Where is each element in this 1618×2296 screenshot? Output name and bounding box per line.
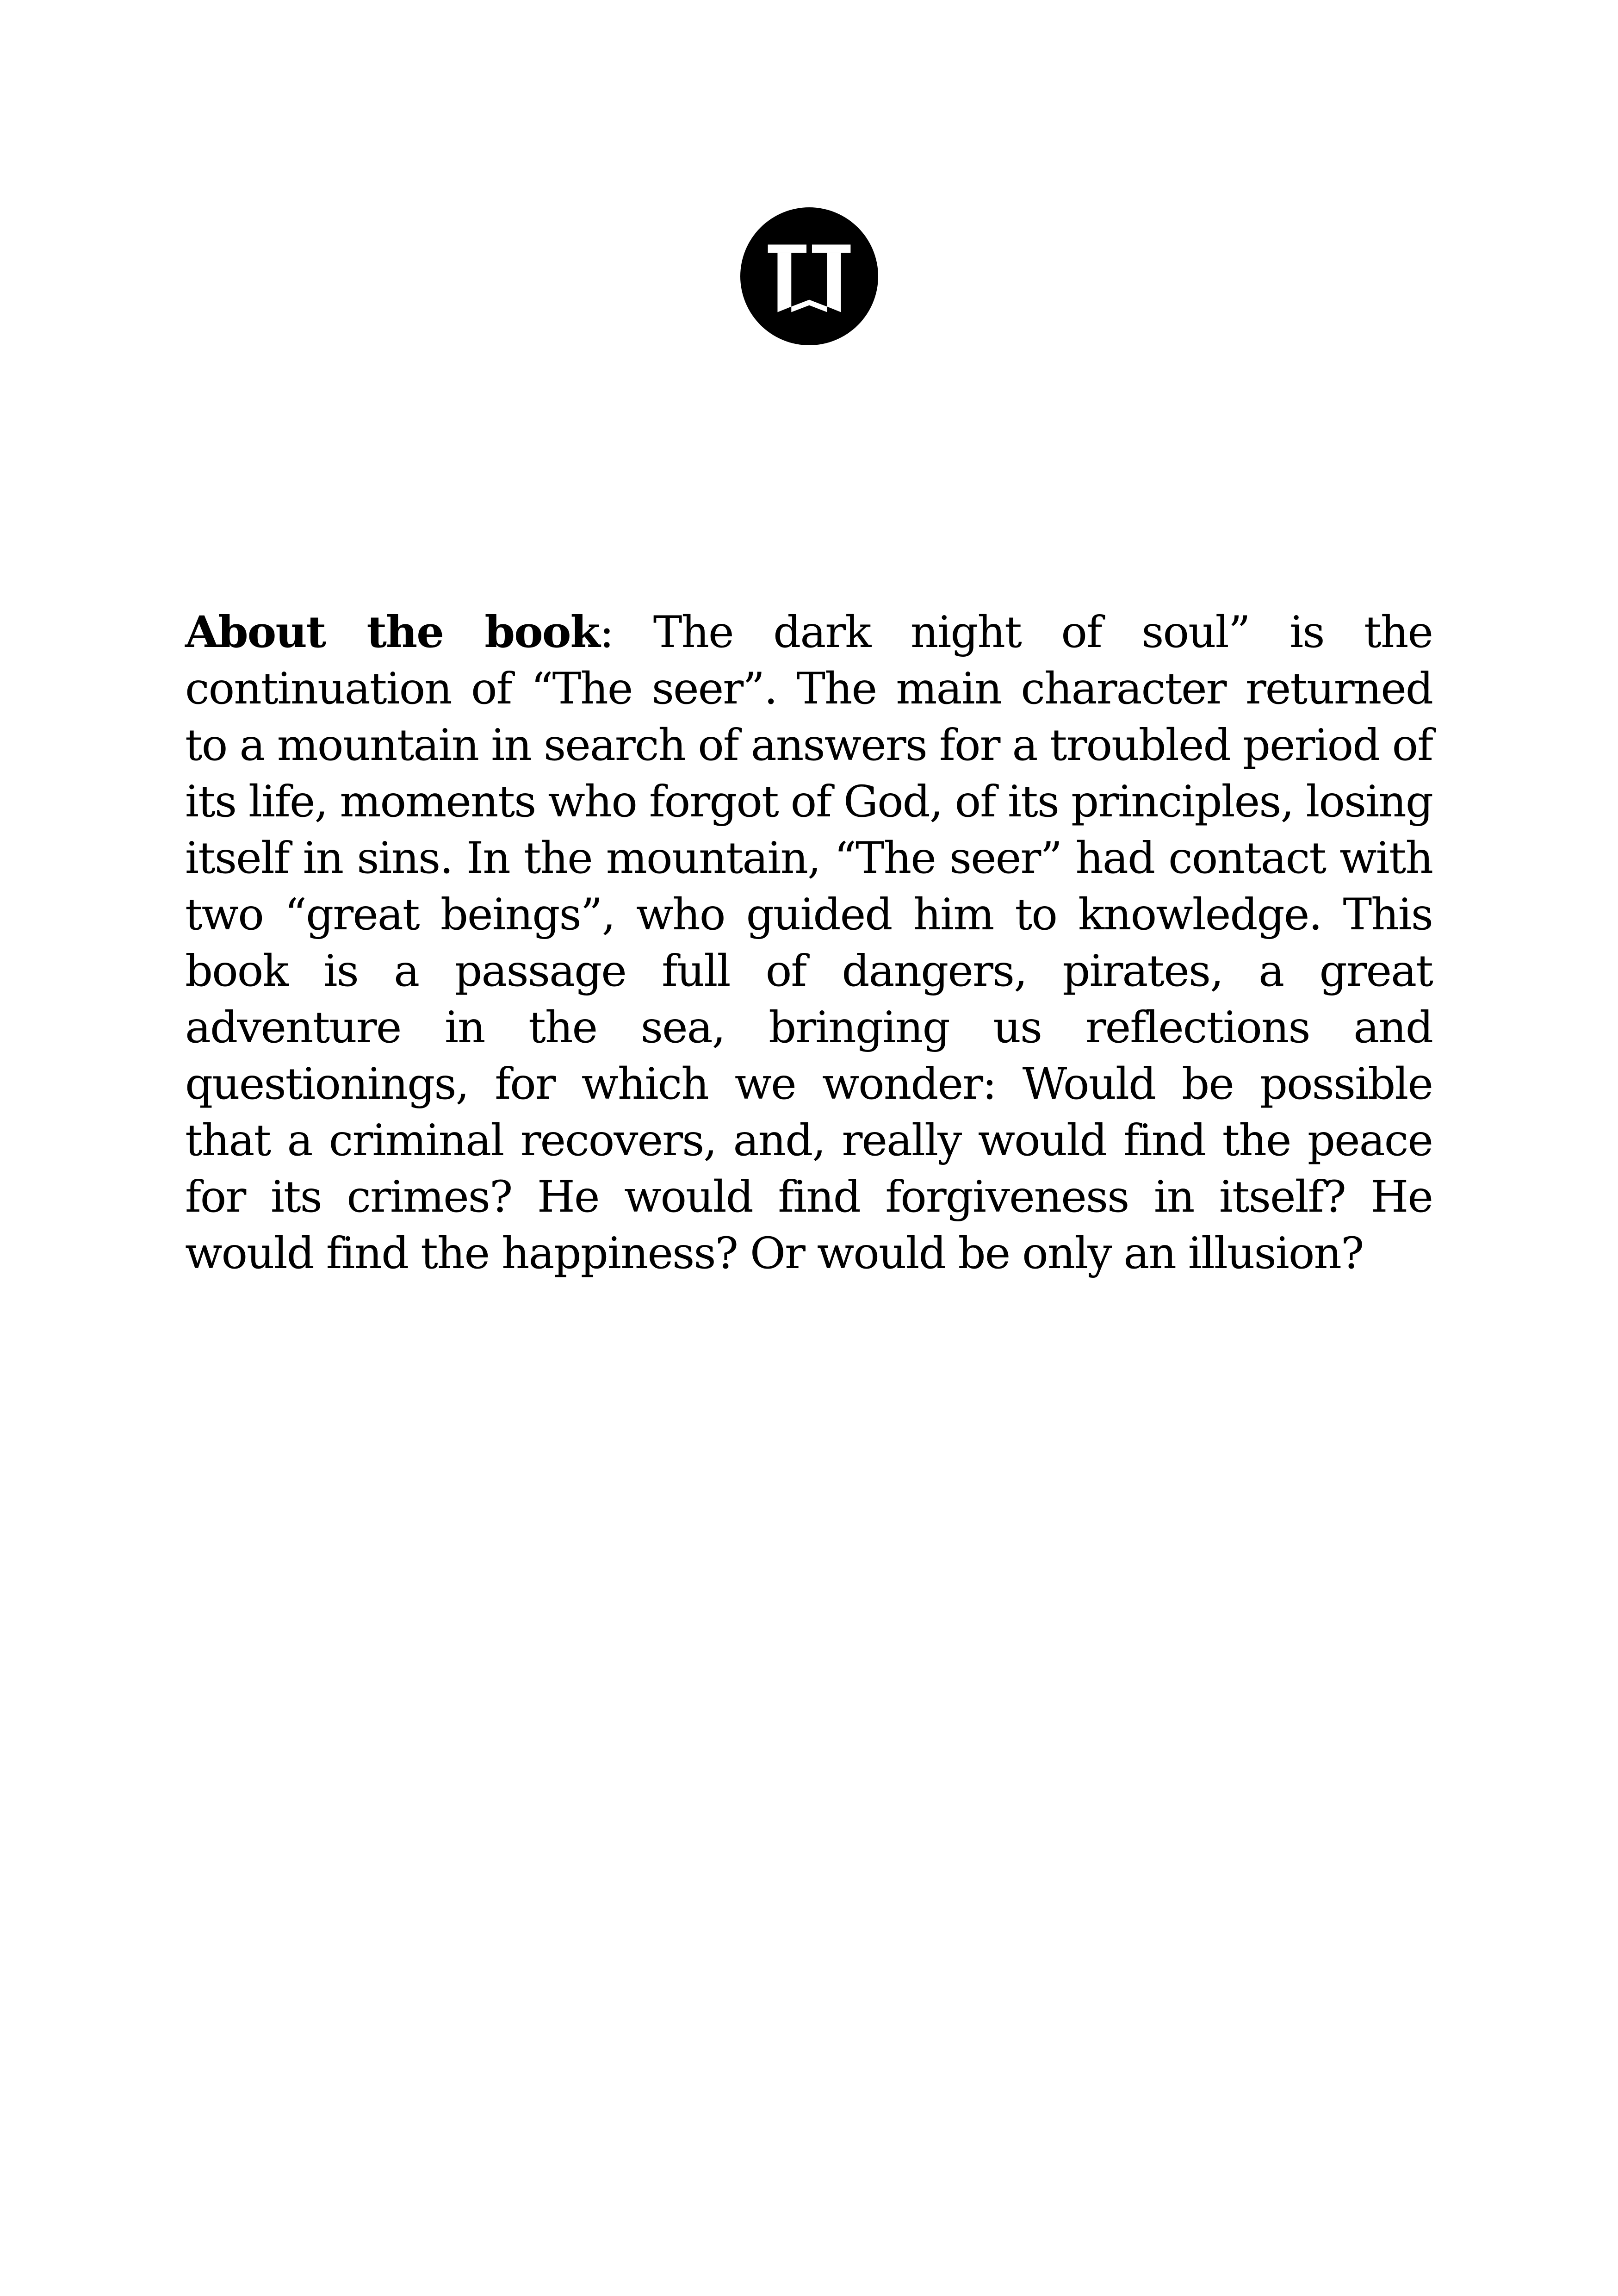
about-the-book-paragraph: [185, 604, 1432, 1282]
publisher-logo-icon: [740, 207, 878, 345]
publisher-logo-svg: [740, 207, 878, 345]
about-the-book-text: : The dark night of soul” is the continuation of “The seer”. The main character returned to a mountain in search of answers for a troubled period of its life, moments who forgot of God, of its principles, losing itself in sins. In the mountain, “The seer” had contact with two “great beings”, who guided him to knowledge. This book is a passage full of dangers, pirates, a great adventure in the sea, bringing us reflections and questionings, for which we wonder: Would be possible that a criminal recovers, and, really would find the peace for its crimes? He would find forgiveness in itself? He would find the happiness? Or would be only an illusion?: [185, 607, 1432, 1279]
about-the-book-label: About the book: [185, 607, 600, 658]
logo-left-bar: [768, 244, 806, 253]
logo-right-bar: [812, 244, 850, 253]
logo-circle: [740, 207, 878, 345]
logo-left-stem: [777, 253, 791, 312]
logo-right-stem: [827, 253, 841, 312]
